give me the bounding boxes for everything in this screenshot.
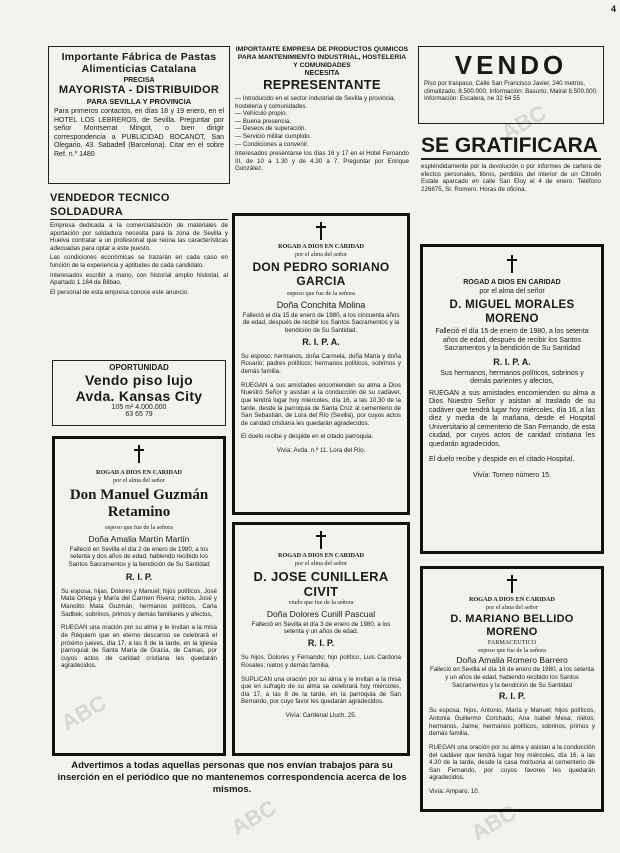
obit-morales-death: Falleció el día 15 de enero de 1980, a los setenta años de edad, después de recibir los Santos Sacramentos y la bendición de Su Santidad bbox=[435, 328, 589, 352]
obit-bellido-death: Falleció en Sevilla el día 16 de enero de 1980, a los setenta y un años de edad, habiendo recibido los Santos Sacramentos y la bendición de Su Santidad bbox=[429, 666, 595, 689]
obit-bellido-address: Vivía: Amparo, 10. bbox=[429, 788, 480, 796]
obit-soriano-ruegan: RUEGAN a sus amistades encomienden su alma a Dios Nuestro Señor y asistan a la conducción de su cadáver, que tendrá lugar hoy miércoles, día 16, a las 10,30 de la tarde, desde la parroquia de Santa Cruz al cementerio de San Sebastián, de Lora del Río (Sevilla), por cuyos actos de caridad cristiana les quedarán agradecidos. bbox=[241, 381, 401, 427]
obit-morales-family: Sus hermanos, hermanos políticos, sobrinos y demás parientes y afectos, bbox=[440, 369, 584, 385]
obit-guzman-name: Don Manuel Guzmán Retamino bbox=[69, 487, 209, 521]
obit-soriano-wife: Doña Conchita Molina bbox=[276, 299, 366, 310]
ad-gratificara bbox=[418, 134, 604, 236]
ad-oportunidad-line3: 105 m² 4.000.000 bbox=[111, 404, 167, 411]
obit-bellido-name: D. MARIANO BELLIDO MORENO bbox=[450, 613, 574, 639]
obit-morales-rogad: ROGAD A DIOS EN CARIDAD bbox=[463, 279, 561, 286]
ad-vendedor bbox=[48, 191, 230, 353]
obit-soriano-por: por el alma del señor bbox=[295, 250, 347, 258]
obit-soriano-death: Falleció el día 15 de enero de 1980, a los cincuenta años de edad, después de recibir los Santos Sacramentos y la bendición de Su Santidad. bbox=[242, 311, 400, 334]
cross-icon bbox=[316, 531, 326, 549]
obit-bellido-rip: R. I. P. bbox=[498, 691, 526, 702]
obit-cunillera-name2: CIVIT bbox=[303, 584, 339, 600]
obit-bellido bbox=[420, 566, 604, 812]
obit-soriano-family: Su esposo; hermanos, doña Carmela, doña María y doña Rosario; padres políticos; hermanos políticos, sobrinos y demás familia. bbox=[241, 352, 401, 375]
cross-icon bbox=[134, 445, 144, 463]
obit-soriano-address: Vivía: Avda. n.º 11. Lora del Río. bbox=[276, 447, 366, 455]
obit-morales-duelo: El duelo recibe y despide en el citado Hospital. bbox=[429, 456, 575, 463]
obit-soriano bbox=[232, 213, 410, 515]
ad-oportunidad-line2: Avda. Kansas City bbox=[75, 388, 203, 404]
ad-oportunidad-line1: Vendo piso lujo bbox=[85, 372, 193, 388]
ad-fabrica bbox=[48, 46, 230, 184]
ad-empresa-item: — Deseos de superación. bbox=[235, 125, 307, 133]
ad-empresa-title: IMPORTANTE EMPRESA DE PRODUCTOS QUIMICOS PARA MANTENIMIENTO INDUSTRIAL, HOSTELERIA Y COMUNIDADES bbox=[235, 46, 409, 69]
ad-empresa bbox=[232, 44, 412, 210]
obit-guzman-wife: Doña Amalia Martín Martín bbox=[88, 533, 190, 544]
obit-cunillera-wife: Doña Dolores Cunill Pascual bbox=[266, 608, 376, 619]
cross-icon bbox=[507, 575, 517, 593]
cross-icon bbox=[316, 222, 326, 240]
obit-cunillera-death: Falleció en Sevilla el día 3 de enero de 1980, a los setenta y un años de edad. bbox=[251, 620, 391, 636]
obit-soriano-rogad: ROGAD A DIOS EN CARIDAD bbox=[278, 243, 364, 250]
ad-oportunidad-phone: 63 65 79 bbox=[125, 411, 153, 418]
obit-soriano-duelo: El duelo recibe y despide en el citado parroquia. bbox=[241, 433, 374, 441]
watermark-4: ABC bbox=[496, 99, 551, 146]
obit-morales-name: D. MIGUEL MORALES MORENO bbox=[449, 299, 575, 325]
ad-empresa-contact: Interesados presentarse los días 16 y 17 en el Hotel Fernando III, de 10 a 1.30 y de 4.30 a 7. Preguntar por Enrique González. bbox=[235, 150, 409, 173]
obit-morales bbox=[420, 244, 604, 554]
obit-guzman bbox=[52, 436, 226, 756]
ad-empresa-necesita: NECESITA bbox=[304, 70, 340, 77]
ad-oportunidad bbox=[52, 360, 226, 426]
ad-vendo-title: VENDO bbox=[454, 50, 568, 80]
obit-cunillera-esposo: viudo que fue de la señora bbox=[288, 599, 354, 607]
obit-guzman-rogad: ROGAD A DIOS EN CARIDAD bbox=[96, 469, 182, 476]
obit-guzman-por: por el alma del señor bbox=[113, 476, 165, 484]
obit-soriano-esposo: esposo que fue de la señora bbox=[287, 290, 355, 298]
obit-cunillera bbox=[232, 522, 410, 756]
ad-gratificara-title: SE GRATIFICARA bbox=[421, 134, 601, 160]
obit-soriano-name: DON PEDRO SORIANO GARCIA bbox=[252, 260, 390, 289]
obit-bellido-wife: Doña Amalia Romero Barrero bbox=[456, 655, 568, 666]
obit-cunillera-name1: D. JOSE CUNILLERA bbox=[253, 569, 389, 585]
obit-morales-address: Vivía: Torneo número 15. bbox=[473, 471, 551, 479]
obit-guzman-rip: R. I. P. bbox=[125, 571, 153, 582]
ad-vendedor-title: VENDEDOR TECNICO SOLDADURA bbox=[50, 191, 228, 220]
obit-morales-por: por el alma del señor bbox=[479, 287, 545, 295]
obit-morales-ruegan: RUEGAN a sus amistades encomienden su alma a Dios Nuestro Señor y asistan al traslado de su cadáver que tendrá lugar hoy miércoles, día 16, a las diez y media de la mañana, desde el Hospital Universitario al cementerio de San Fernando, de esta ciudad, por cuyos actos de caridad cristiana les quedarán agradecidos. bbox=[429, 389, 595, 448]
ad-fabrica-title: Importante Fábrica de Pastas Alimenticias Catalana bbox=[61, 51, 217, 75]
watermark-3: ABC bbox=[466, 799, 521, 846]
ad-empresa-list bbox=[235, 95, 409, 148]
obit-guzman-death: Falleció en Sevilla el día 2 de enero de 1980, a los setenta y dos años de edad, habiendo recibido los Santos Sacramentos y la bendición de Su Santidad bbox=[68, 545, 210, 568]
ad-vendedor-p4: El personal de esta empresa conoce este anuncio. bbox=[50, 288, 189, 296]
ad-empresa-item: — Introducido en el sector industrial de Sevilla y provincia, hostelería y comunidades. bbox=[235, 95, 396, 110]
ad-empresa-item: — Buena presencia. bbox=[235, 117, 292, 125]
ad-vendo bbox=[418, 46, 604, 124]
ad-fabrica-precisa: PRECISA bbox=[123, 77, 155, 84]
obit-bellido-sub: FARMACEUTICO bbox=[487, 639, 537, 647]
watermark-2: ABC bbox=[226, 794, 281, 841]
ad-vendedor-p3: Interesados escribir a mano, con historial amplio historial, al Apartado 1.184 de Bilbao. bbox=[50, 271, 228, 287]
ad-empresa-role: REPRESENTANTE bbox=[263, 77, 381, 92]
watermark-1: ABC bbox=[56, 689, 111, 736]
ad-oportunidad-tag: OPORTUNIDAD bbox=[109, 363, 169, 372]
obit-bellido-esposo: esposo que fue de la señora bbox=[478, 646, 546, 654]
obit-morales-rip: R. I. P. A. bbox=[493, 356, 531, 367]
obit-guzman-family: Su esposa; hijas, Dolores y Manuel; hijos políticos, José Mata Ortega y María del Carmen Rivera; nietos, José y Manolito Mata Guzmán; hermanos políticos, Carla Sadbek; sobrinos, primos y demás familiares y afectos, bbox=[61, 587, 217, 618]
obit-guzman-esposo: esposo que fue de la señora bbox=[105, 524, 173, 532]
ad-gratificara-body: espléndidamente por la devolución o por informes de cartera de efectos personales, libros, perdidos del interior de un Citroën Estate aparcado en calle San Eloy el 4 de enero. Teléfono 226875, Sr. Romero. Horas de oficina. bbox=[421, 163, 601, 193]
obit-cunillera-family: Su hijos, Dolores y Fernando; hijo político, Luis Cardona Rosales; nietos y demás familia, bbox=[241, 654, 401, 669]
obit-cunillera-rip: R. I. P. bbox=[307, 637, 335, 648]
obit-bellido-family: Su esposa; hijos, Antonio, María y Manuel; hijos políticos, Antonia Guillermo Corchado, Ana Isabel Mesa; nietos; hermanos, Jaime; hermanos políticos, sobrinos, primos y demás familia, bbox=[429, 707, 595, 738]
obit-bellido-rogad: ROGAD A DIOS EN CARIDAD bbox=[469, 596, 555, 603]
obit-bellido-ruegan: RUEGAN una oración por su alma y asistan a la conducción del cadáver que tendrá lugar hoy miércoles, día 16, a las 4.30 de la tarde, desde la casa mortuoria al cementerio de San Fernando, por cuyos favores les quedarán agradecidos. bbox=[429, 743, 595, 782]
obit-cunillera-address: Vivía: Cardenal Lluch, 25. bbox=[285, 712, 357, 720]
footer-notice: Advertimos a todas aquellas personas que nos envían trabajos para su inserción en el periódico que no mantenemos correspondencia acerca de los mismos. bbox=[57, 760, 407, 795]
ad-empresa-item: — Vehículo propio. bbox=[235, 110, 288, 118]
obit-cunillera-rogad: ROGAD A DIOS EN CARIDAD bbox=[278, 552, 364, 559]
ad-empresa-item: — Servicio militar cumplido. bbox=[235, 132, 312, 140]
obit-bellido-por: por el alma del señor bbox=[486, 603, 538, 611]
ad-vendo-body: Piso por traspaso, Calle San Francisco Javier, 240 metros, climatizado, 8.500.000. Información: Basurto, Mairal 8.500.000. Información: Escalera, ne 32 64 55 bbox=[424, 80, 598, 103]
ad-fabrica-body: Para primeros contactos, en días 18 y 19 enero, en el HOTEL LOS LEBREROS, de Sevilla. Preguntar por señor Montserrat Mingot, o bien dirigir correspondencia a PUBLICIDAD BOCANOT, San Olegario, 43. Sabadell (Barcelona). Citar en el sobre Ref. n.º 1480 bbox=[54, 108, 224, 158]
cross-icon bbox=[507, 255, 517, 273]
obit-guzman-ruegan: RUEGAN una oración por su alma y le invitan a la misa de Réquiem que en eterno descanso se celebrará el próximo jueves, día 17, a las 8 de la tarde, en la iglesia parroquial de Santa María de Gracia, de Camas, por cuyos actos de caridad cristiana les quedarán agradecidos. bbox=[61, 624, 217, 670]
obit-cunillera-ruegan: SUPLICAN una oración por su alma y le invitan a la misa que en sufragio de su alma se celebrará hoy miércoles, día 17, a las 8 de la tarde, en la parroquia de San Bernardo, por cuyo favor les quedarán agradecidos. bbox=[241, 675, 401, 706]
ad-vendedor-p2: Las condiciones económicas se trazarán en cada caso en función de la experiencia y aptitudes de cada candidato. bbox=[50, 254, 228, 269]
obit-soriano-rip: R. I. P. A. bbox=[302, 336, 340, 347]
ad-empresa-item: — Condiciones a convenir. bbox=[235, 140, 309, 148]
ad-fabrica-role: MAYORISTA - DISTRIBUIDOR bbox=[58, 84, 220, 96]
obit-cunillera-por: por el alma del señor bbox=[295, 559, 347, 567]
page-number: 4 bbox=[610, 4, 616, 14]
ad-vendedor-p1: Empresa dedicada a la comercialización de materiales de aportación por soldadura necesita para la zona de Sevilla y Huelva contratar a un profesional que reúna las características adecuadas para optar a este puesto. bbox=[50, 222, 228, 252]
ad-fabrica-region: PARA SEVILLA Y PROVINCIA bbox=[86, 97, 192, 106]
